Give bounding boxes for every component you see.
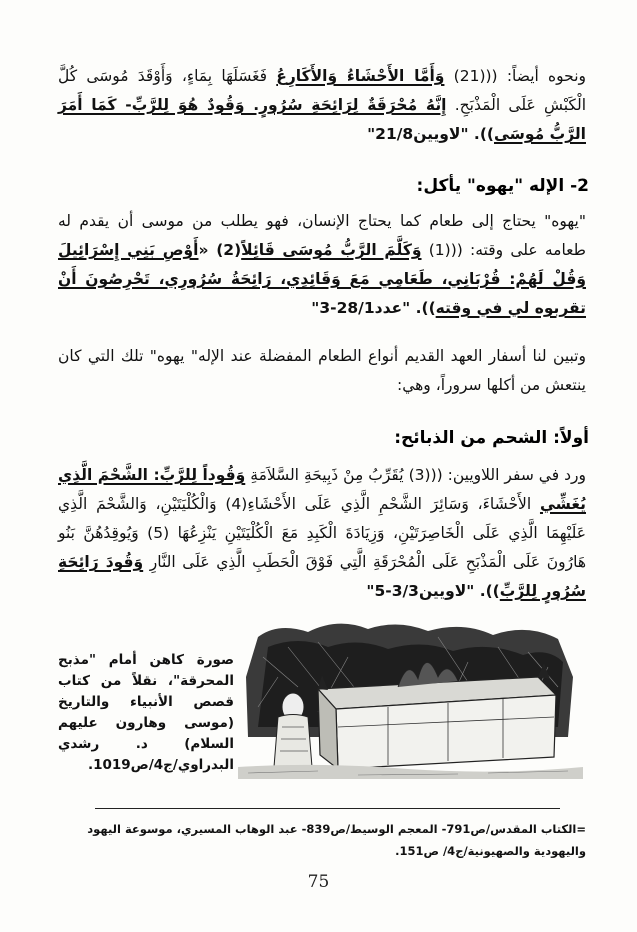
section-heading-god-eats: 2- الإله "يهوه" يأكل: [416, 176, 589, 196]
quote-underlined-2: وَقُودَ رَائِحَةِ سُرُورٍ لِلرَّبِّ [58, 553, 586, 600]
paragraph-food-types: وتبين لنا أسفار العهد القديم أنواع الطعام المفضلة عند الإله" يهوه" تلك التي كان ينتعش من أكلها سروراً، وهي: [58, 347, 586, 394]
footnote-divider [95, 808, 560, 809]
image-caption: صورة كاهن أمام "مذبح المحرقة"، نقلاً من كتاب قصص الأنبياء والتاريخ (موسى وهارون عليهم السلام) د. رشدي البدراوي/ج4/ص1019. [58, 652, 234, 773]
quote-reference: )). "لاويين3/3-5" [366, 582, 500, 600]
footnote: =الكتاب المقدس/ص791- المعجم الوسيط/ص839- عبد الوهاب المسيري، موسوعة اليهود واليهودية والصهيونية/ج4/ ص151. [87, 822, 586, 858]
quote-intro: ونحوه أيضاً: (((21) [444, 67, 586, 85]
quote-body: الأَحْشَاءَ، وَسَائِرَ الشَّحْمِ الَّذِي عَلَى الأَحْشَاءِ(4) وَالْكُلْيَتَيْنِ، وَالشَّحْمَ الَّذِي عَلَيْهِمَا الَّذِي عَلَى الْخَاصِرَتَيْنِ، وَزِيَادَةَ الْكَبِدِ مَعَ الْكُلْيَتَيْنِ يَنْزِعُهَا (5) وَيُوقِدُهُنَّ بَنُو هَارُونَ عَلَى الْمَذْبَحِ عَلَى الْمُحْرَقَةِ الَّتِي فَوْقَ الْحَطَبِ الَّذِي عَلَى النَّارِ [58, 495, 586, 571]
quote-numbers-28 [58, 207, 586, 323]
quote-verse-marker: (2) « [198, 241, 242, 259]
quote-intro: "يهوه" يحتاج إلى طعام كما يحتاج الإنسان، فهو يطلب من موسى أن يقدم له طعامه على وقته: (((1) [58, 212, 586, 259]
altar-engraving-image [238, 617, 583, 779]
quote-underlined-2: إِنَّهُ مُحْرَقَةٌ لِرَائِحَةِ سُرُورٍ. وَقُودٌ هُوَ لِلرَّبِّ- كَمَا أَمَرَ الرَّبُّ مُوسَى [58, 96, 586, 143]
page-number: 75 [307, 872, 330, 892]
quote-leviticus-3 [58, 461, 586, 606]
quote-reference: )). "عدد28/1-3" [311, 299, 436, 317]
quote-intro: ورد في سفر اللاويين: (((3) يُقَرِّبُ مِنْ ذَبِيحَةِ السَّلاَمَةِ [245, 466, 587, 484]
quote-underlined-2: أَوْصِ بَنِي إِسْرَائِيلَ وَقُلْ لَهُمْ: قُرْبَانِي، طَعَامِي مَعَ وَقَائِدِي، رَائِحَةُ سُرُورِي، تَحْرِصُونَ أَنْ تقربوه لي في وقته [58, 241, 586, 317]
quote-body: فَغَسَلَهَا بِمَاءٍ، وَأَوْقَدَ مُوسَى كُلَّ الْكَبْشِ عَلَى الْمَذْبَحِ. [58, 67, 587, 114]
quote-underlined-1: وَأَمَّا الأَحْشَاءُ وَالأَكَارِعُ [276, 67, 445, 85]
section-heading-fat: أولاً: الشحم من الذبائح: [394, 428, 589, 448]
quote-leviticus-8 [58, 62, 586, 149]
quote-underlined-1: وَكَلَّمَ الرَّبُّ مُوسَى قَائِلاً [241, 241, 422, 259]
quote-reference: )). "لاويين21/8" [367, 125, 494, 143]
quote-underlined-1: وَقُوداً لِلرَّبِّ: الشَّحْمَ الَّذِي يُغَشِّي [58, 466, 586, 513]
